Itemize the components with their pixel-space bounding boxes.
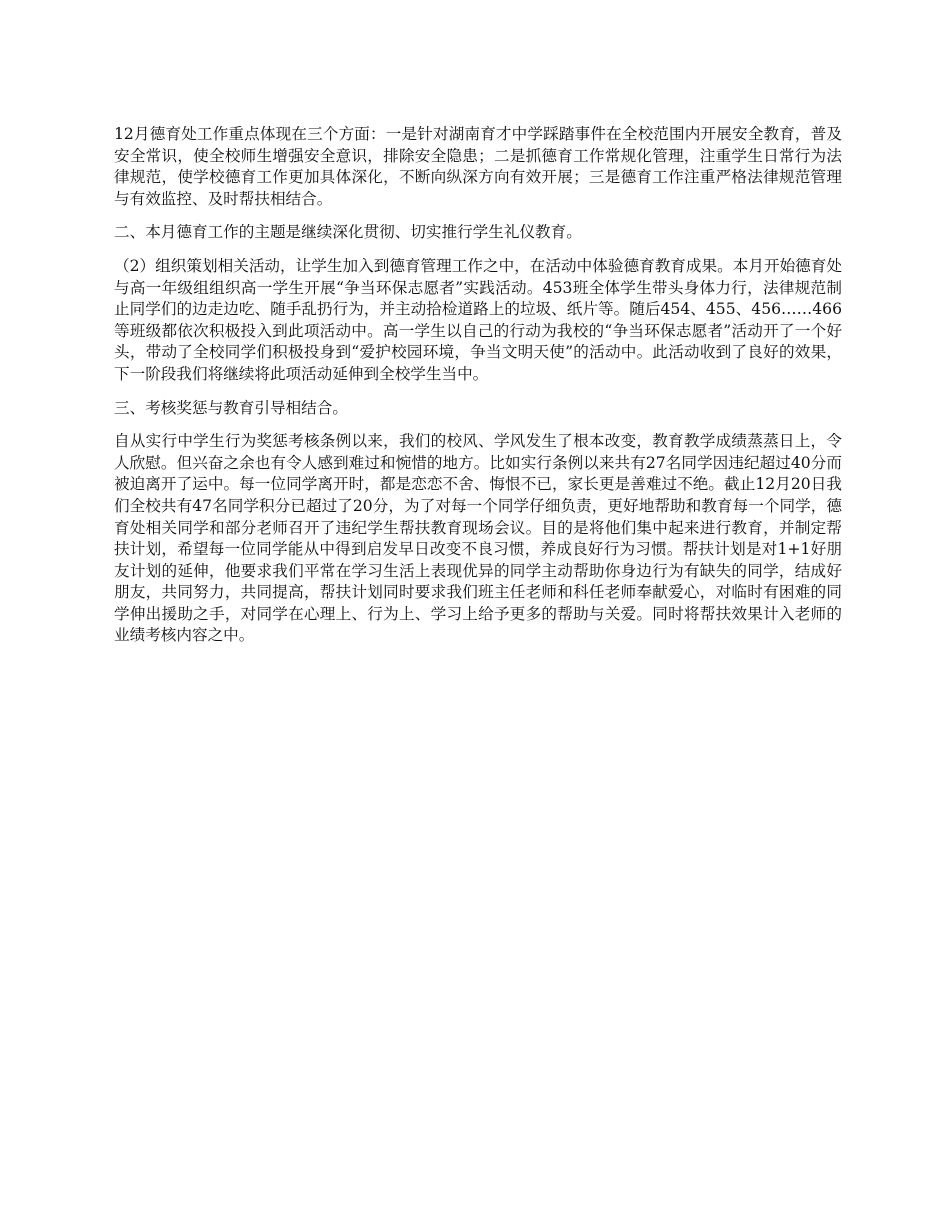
document-body — [114, 124, 842, 659]
paragraph-intro: 12月德育处工作重点体现在三个方面：一是针对湖南育才中学踩踏事件在全校范围内开展安全教育，普及安全常识，使全校师生增强安全意识，排除安全隐患；二是抓德育工作常规化管理，注重学生日常行为法律规范，使学校德育工作更加具体深化，不断向纵深方向有效开展；三是德育工作注重严格法律规范管理与有效监控、及时帮扶相结合。 — [114, 125, 842, 208]
paragraph-assessment: 自从实行中学生行为奖惩考核条例以来，我们的校风、学风发生了根本改变，教育教学成绩蒸蒸日上，令人欣慰。但兴奋之余也有令人感到难过和惋惜的地方。比如实行条例以来共有27名同学因违纪超过40分而被迫离开了运中。每一位同学离开时，都是恋恋不舍、悔恨不已，家长更是善难过不绝。截止12月20日我们全校共有47名同学积分已超过了20分，为了对每一个同学仔细负责，更好地帮助和教育每一个同学，德育处相关同学和部分老师召开了违纪学生帮扶教育现场会议。目的是将他们集中起来进行教育，并制定帮扶计划，希望每一位同学能从中得到启发早日改变不良习惯，养成良好行为习惯。帮扶计划是对1+1好朋友计划的延伸，他要求我们平常在学习生活上表现优异的同学主动帮助你身边行为有缺失的同学，结成好朋友，共同努力，共同提高，帮扶计划同时要求我们班主任老师和科任老师奉献爱心，对临时有困难的同学伸出援助之手，对同学在心理上、行为上、学习上给予更多的帮助与关爱。同时将帮扶效果计入老师的业绩考核内容之中。 — [114, 432, 842, 645]
section-heading-3: 三、考核奖惩与教育引导相结合。 — [114, 398, 348, 417]
section-heading-2: 二、本月德育工作的主题是继续深化贯彻、切实推行学生礼仪教育。 — [114, 223, 582, 242]
paragraph-activities: （2）组织策划相关活动，让学生加入到德育管理工作之中，在活动中体验德育教育成果。本月开始德育处与高一年级组组织高一学生开展“争当环保志愿者”实践活动。453班全体学生带头身体力行，法律规范制止同学们的边走边吃、随手乱扔行为，并主动拾检道路上的垃圾、纸片等。随后454、455、456……466等班级都依次积极投入到此项活动中。高一学生以自己的行动为我校的“争当环保志愿者”活动开了一个好头，带动了全校同学们积极投身到“爱护校园环境，争当文明天使”的活动中。此活动收到了良好的效果，下一阶段我们将继续将此项活动延伸到全校学生当中。 — [114, 256, 843, 383]
